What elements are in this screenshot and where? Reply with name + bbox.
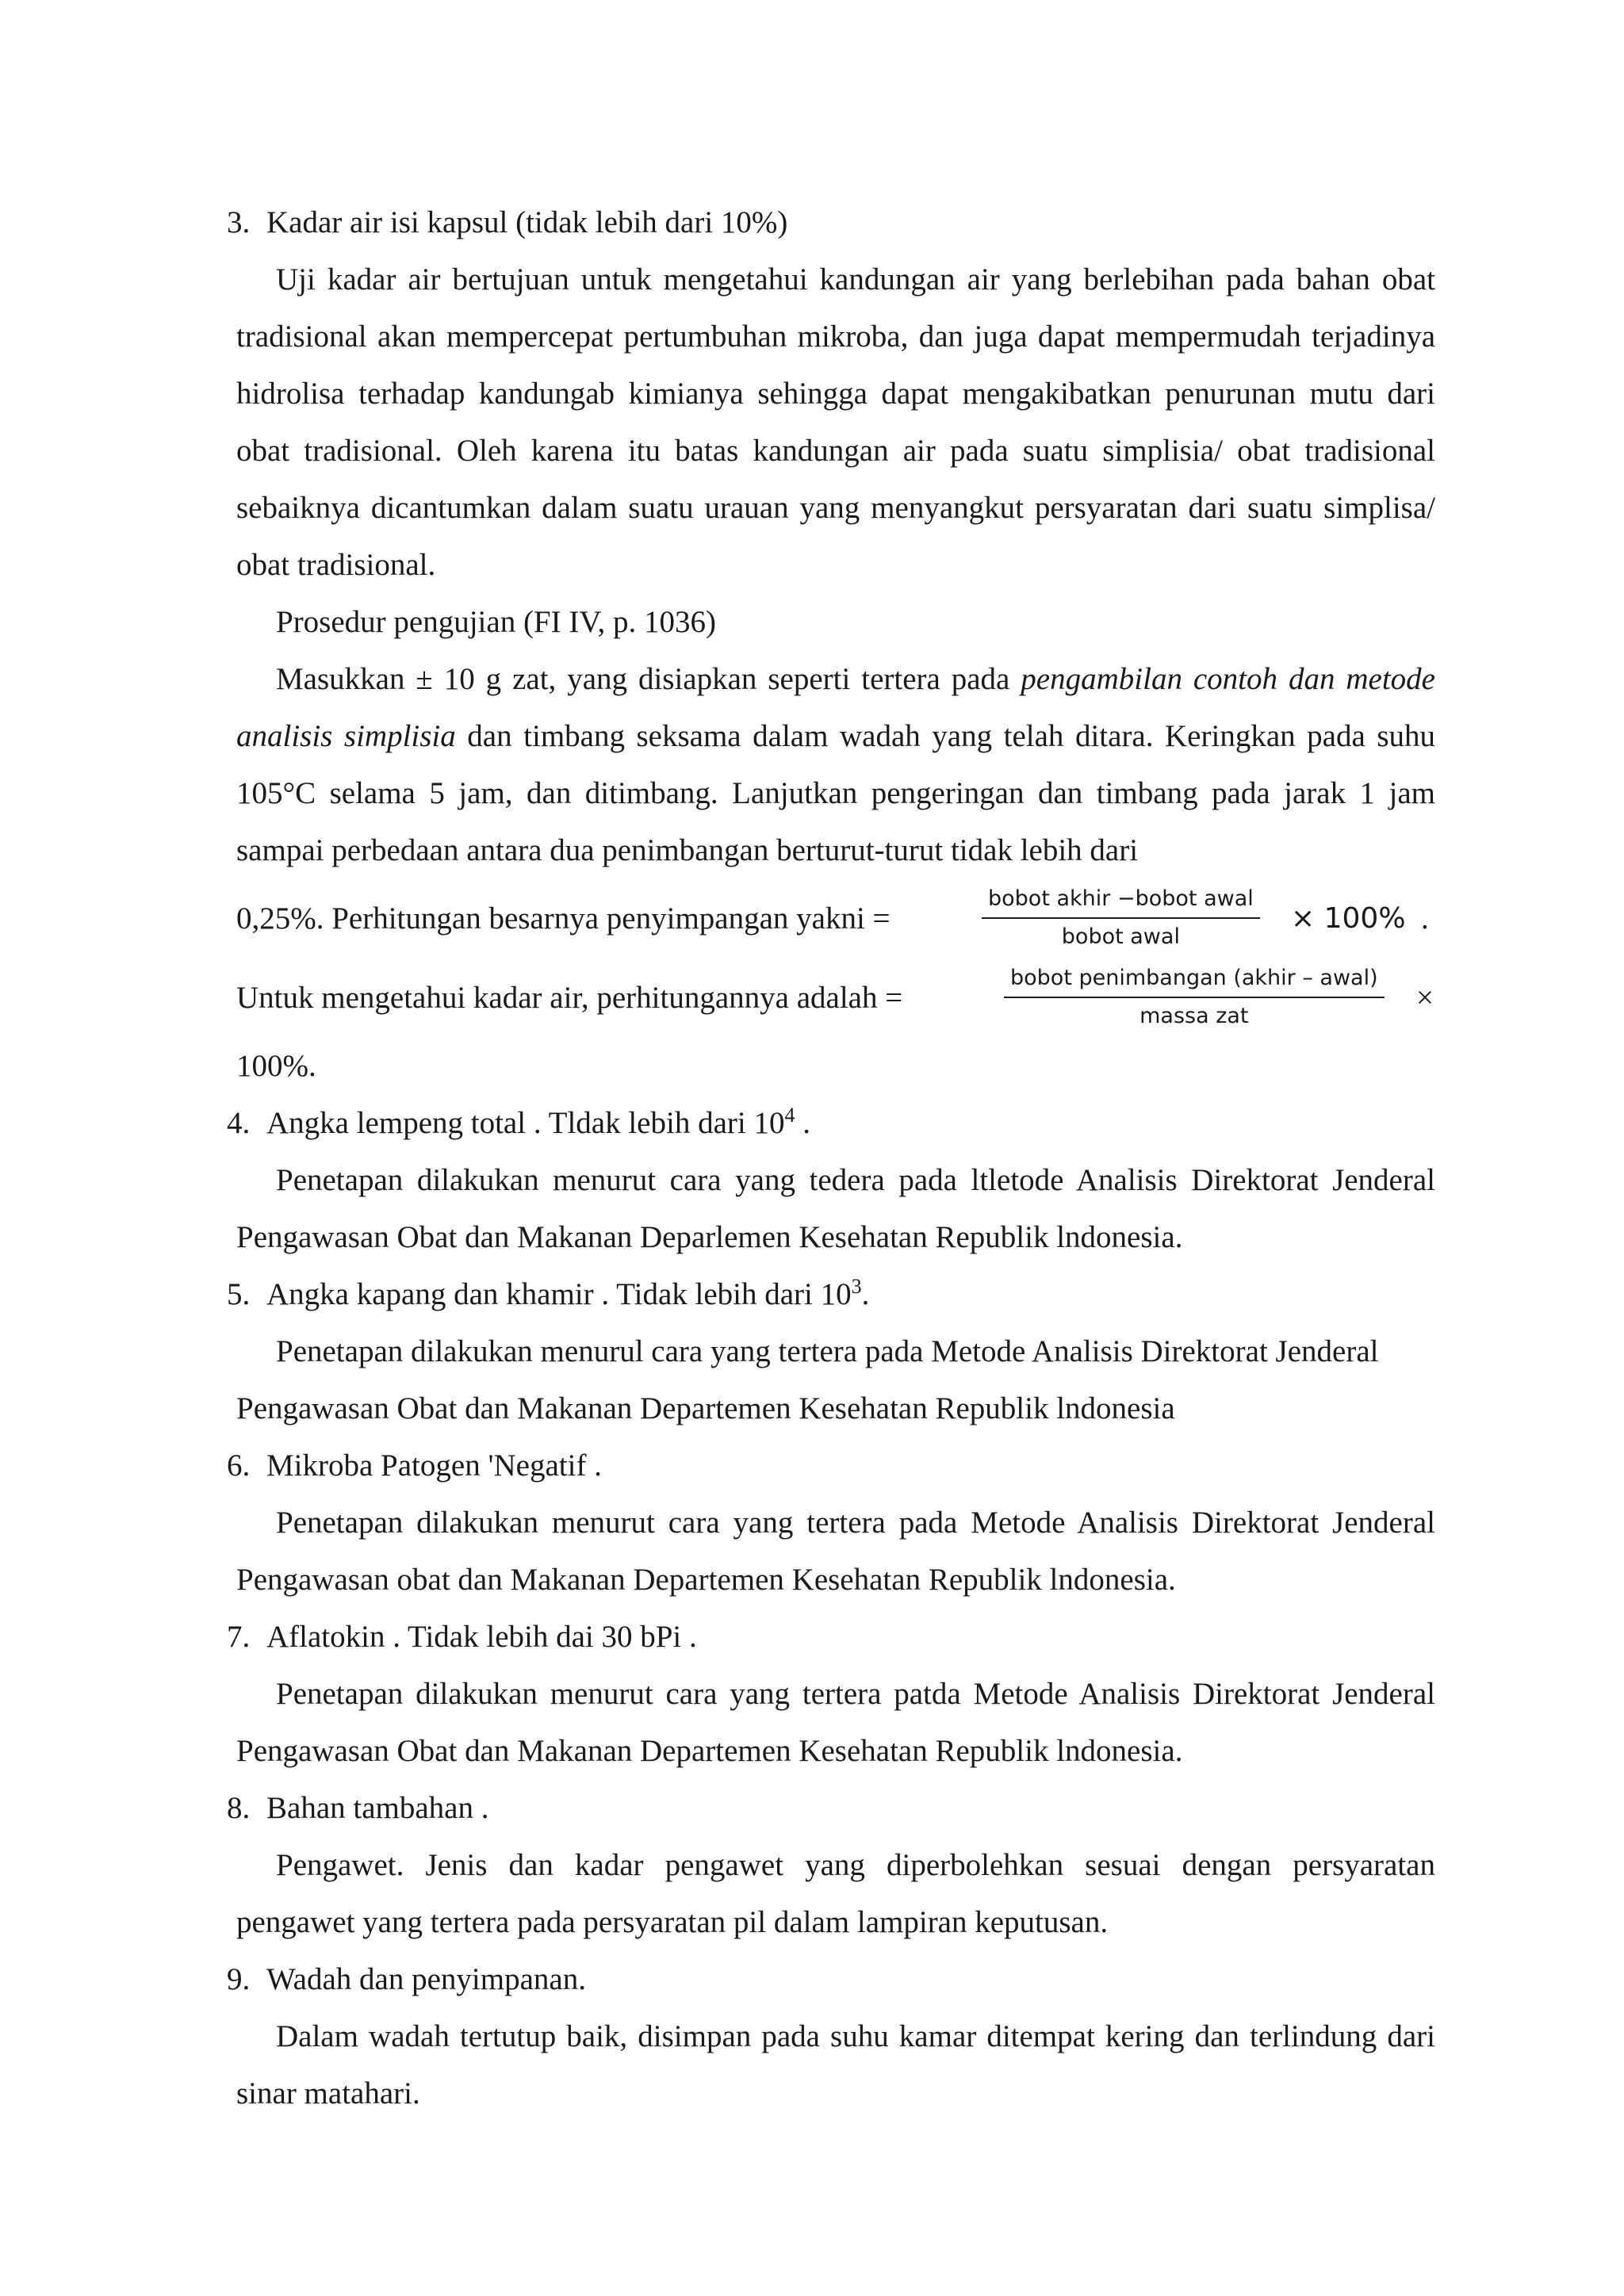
fraction-water-content <box>1004 963 1385 1031</box>
list-item-8-heading <box>227 1780 1435 1837</box>
title-suffix: . <box>861 1277 870 1311</box>
list-number: 4. <box>227 1106 251 1140</box>
fraction-denominator: bobot awal <box>1061 924 1180 949</box>
list-item-title: Bahan tambahan . <box>266 1791 489 1825</box>
paragraph-item-7 <box>236 1666 1435 1780</box>
list-item-title: Wadah dan penyimpanan. <box>266 1962 586 1996</box>
list-number: 7. <box>227 1620 251 1654</box>
list-item-title: Aflatokin . Tidak lebih dai 30 bPi . <box>266 1620 697 1654</box>
list-item-4-heading <box>227 1095 1435 1152</box>
paragraph-item-6 <box>236 1494 1435 1609</box>
italic-term: pengambilan contoh dan metode analisis simplisia <box>236 662 1435 753</box>
formula-lead-text: 0,25%. Perhitungan besarnya penyimpangan yakni = <box>236 901 891 936</box>
procedure-heading <box>236 594 1435 651</box>
paragraph-item-4 <box>236 1152 1435 1266</box>
formula-continuation <box>236 1038 1435 1095</box>
list-item-title: Angka lempeng total . Tldak lebih dari 10 <box>266 1106 785 1140</box>
fraction-denominator: massa zat <box>1139 1004 1249 1028</box>
fraction-deviation <box>982 884 1260 952</box>
paragraph-text: Dalam wadah tertutup baik, disimpan pada suhu kamar ditempat kering dan terlindung dari sinar matahari. <box>236 2019 1435 2110</box>
formula-multiplier: × 100% <box>1291 902 1406 935</box>
list-number: 9. <box>227 1962 251 1996</box>
list-item-5-heading <box>227 1266 1435 1323</box>
superscript-exponent: 3 <box>851 1275 862 1298</box>
fraction-numerator: bobot akhir −bobot awal <box>982 884 1260 919</box>
paragraph-procedure <box>236 651 1435 879</box>
paragraph-item-8 <box>236 1837 1435 1951</box>
list-item-title: Mikroba Patogen 'Negatif . <box>266 1448 602 1483</box>
paragraph-text: dan timbang seksama dalam wadah yang telah ditara. Keringkan pada suhu 105°C selama 5 jam, dan ditimbang. Lanjutkan pengeringan dan timbang pada jarak 1 jam sampai perbedaan antara dua penimbangan berturut-turut tidak lebih dari <box>236 719 1435 867</box>
list-number: 8. <box>227 1791 251 1825</box>
formula-multiplier: × <box>1416 981 1434 1015</box>
document-body <box>227 194 1435 2122</box>
formula-lead-text: Untuk mengetahui kadar air, perhitungannya adalah = <box>236 981 903 1015</box>
list-item-title: Kadar air isi kapsul (tidak lebih dari 10%) <box>266 205 788 239</box>
procedure-title: Prosedur pengujian (FI IV, p. 1036) <box>276 605 716 639</box>
list-item-3-heading <box>227 194 1435 251</box>
title-suffix: . <box>795 1106 810 1140</box>
paragraph-text: Penetapan dilakukan menurut cara yang tedera pada ltletode Analisis Direktorat Jenderal Pengawasan Obat dan Makanan Deparlemen Kesehatan Republik lndonesia. <box>236 1163 1435 1254</box>
list-item-title: Angka kapang dan khamir . Tidak lebih dari 10 <box>266 1277 852 1311</box>
paragraph-text: Pengawet. Jenis dan kadar pengawet yang diperbolehkan sesuai dengan persyaratan pengawet yang tertera pada persyaratan pil dalam lampiran keputusan. <box>236 1848 1435 1939</box>
list-item-6-heading <box>227 1437 1435 1494</box>
paragraph-item-9 <box>236 2008 1435 2122</box>
formula-period: . <box>1421 901 1429 936</box>
paragraph-text: Uji kadar air bertujuan untuk mengetahui kandungan air yang berlebihan pada bahan obat tradisional akan mempercepat pertumbuhan mikroba, dan juga dapat mempermudah terjadinya hidrolisa terhadap kandungab kimianya sehingga dapat mengakibatkan penurunan mutu dari obat tradisional. Oleh karena itu batas kandungan air pada suatu simplisia/ obat tradisional sebaiknya dicantumkan dalam suatu urauan yang menyangkut persyaratan dari suatu simplisa/ obat tradisional. <box>236 262 1435 582</box>
superscript-exponent: 4 <box>784 1104 795 1127</box>
paragraph-text: Penetapan dilakukan menurul cara yang tertera pada Metode Analisis Direktorat Jenderal Pengawasan Obat dan Makanan Departemen Kesehatan Republik lndonesia <box>236 1334 1379 1425</box>
list-number: 3. <box>227 205 251 239</box>
paragraph-text: Penetapan dilakukan menurut cara yang tertera patda Metode Analisis Direktorat Jenderal Pengawasan Obat dan Makanan Departemen Kesehatan Republik lndonesia. <box>236 1677 1435 1768</box>
list-item-7-heading <box>227 1609 1435 1666</box>
paragraph-text: Penetapan dilakukan menurut cara yang tertera pada Metode Analisis Direktorat Jenderal Pengawasan obat dan Makanan Departemen Kesehatan Republik lndonesia. <box>236 1506 1435 1597</box>
formula-water-content <box>236 959 1435 1038</box>
list-item-9-heading <box>227 1951 1435 2008</box>
fraction-numerator: bobot penimbangan (akhir – awal) <box>1004 963 1385 998</box>
formula-percent: 100%. <box>236 1049 316 1083</box>
list-number: 5. <box>227 1277 251 1311</box>
formula-deviation <box>236 879 1435 959</box>
list-number: 6. <box>227 1448 251 1483</box>
paragraph-item-5 <box>236 1323 1435 1437</box>
paragraph-water-content-purpose <box>236 251 1435 594</box>
paragraph-text: Masukkan ± 10 g zat, yang disiapkan seperti tertera pada <box>276 662 1021 696</box>
